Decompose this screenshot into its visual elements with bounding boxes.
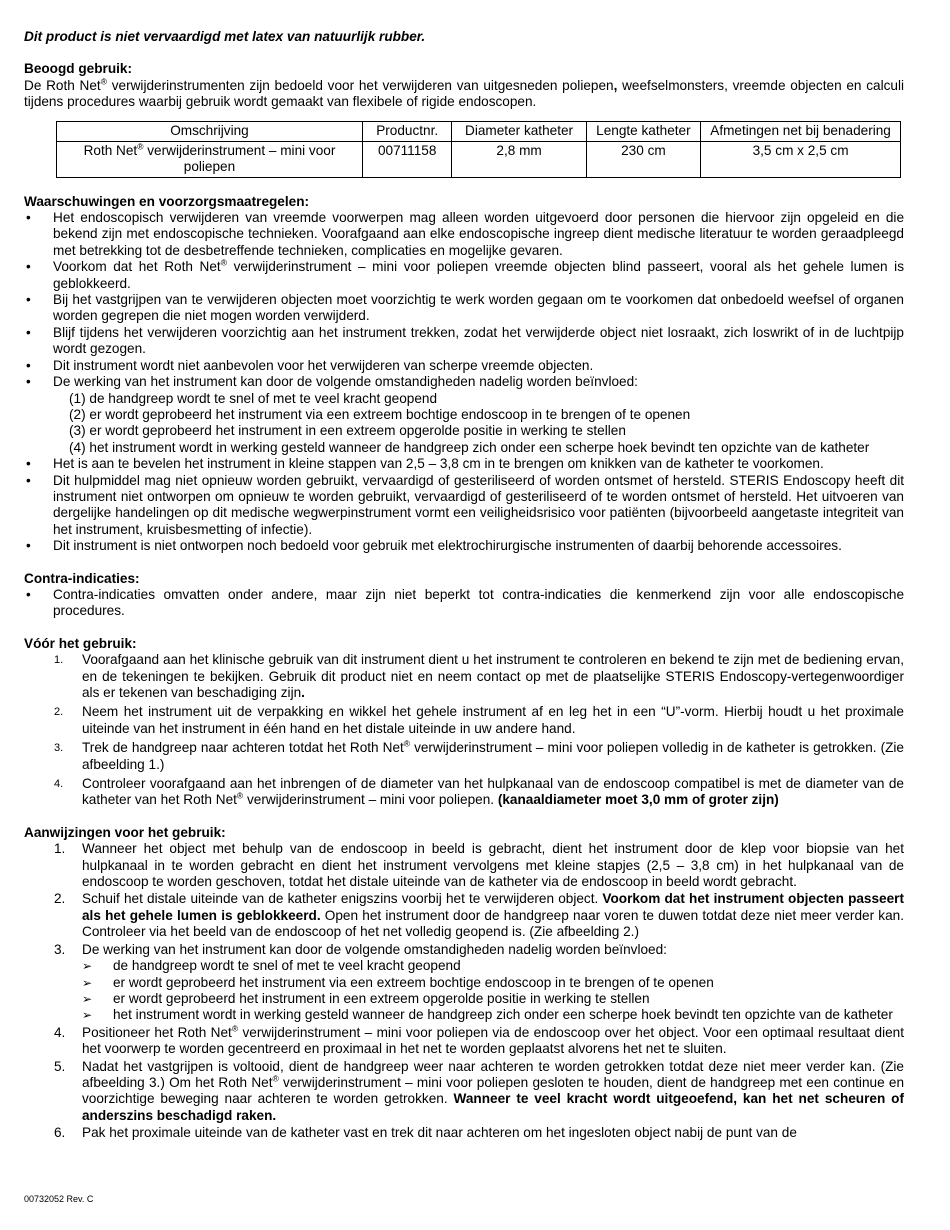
item-number: 6. — [54, 1125, 66, 1141]
registered-mark: ® — [403, 738, 411, 749]
before-use-text: Neem het instrument uit de verpakking en wikkel het gehele instrument af en leg het in een “U”-vorm. Hierbij houdt u het proximale uiteinde van het instrument in één hand en het distale uiteinde in uw andere hand. — [82, 704, 904, 736]
list-item: • Het endoscopisch verwijderen van vreemde voorwerpen mag alleen worden uitgevoerd door personen die hiervoor zijn opgeleid en die bekend zijn met endoscopische technieken. Voorafgaand aan elke endoscopische ingreep dient medische literatuur te worden geraadpleegd met betrekking tot de desbetreffende technieken, complicaties en mogelijke gevaren. — [24, 210, 904, 259]
intended-use-text — [24, 78, 904, 111]
warnings-list — [24, 210, 904, 555]
item-number: 4. — [54, 1024, 66, 1040]
directions-text: Nadat het vastgrijpen is voltooid, dient de handgreep weer naar achteren te worden getrokken totdat deze niet meer verder kan. (Zie afbeelding 3.) Om het Roth Net — [82, 1058, 904, 1090]
intended-use-heading: Beoogd gebruik: — [24, 61, 132, 77]
directions-heading: Aanwijzingen voor het gebruik: — [24, 824, 226, 840]
list-item — [24, 891, 904, 940]
product-spec-table — [56, 121, 901, 178]
list-item — [24, 942, 904, 1024]
list-item: ➢ er wordt geprobeerd het instrument via een extreem bochtige endoscoop in te brengen of te openen — [82, 975, 904, 991]
before-use-list — [24, 652, 904, 809]
list-item — [24, 652, 904, 701]
list-item — [24, 841, 904, 890]
directions-section — [24, 825, 904, 1142]
contra-list — [24, 587, 904, 620]
contra-heading: Contra-indicaties: — [24, 570, 140, 586]
before-use-text: verwijderinstrument – mini voor poliepen volledig in de katheter is getrokken. (Zie afbeelding 1.) — [82, 740, 904, 772]
table-header-cell: Afmetingen net bij benadering — [701, 121, 901, 141]
document-number: 00732052 Rev. C — [24, 1194, 94, 1204]
directions-text: Open het instrument door de handgreep naar voren te duwen totdat deze niet meer verder kan. Controleer via het beeld van de endoscoop of het net volledig geopend is. (Zie afbeelding 2.) — [82, 907, 904, 940]
warning-text-b: verwijderinstrument – mini voor poliepen vreemde objecten blind passeert, vooral als het gehele lumen is geblokkeerd. — [53, 259, 904, 291]
product-name: Roth Net — [83, 142, 138, 158]
list-item — [24, 374, 904, 456]
before-use-text: Trek de handgreep naar achteren totdat het Roth Net — [82, 740, 404, 756]
item-number: 5. — [54, 1058, 66, 1074]
latex-notice: Dit product is niet vervaardigd met latex van natuurlijk rubber. — [24, 29, 426, 44]
list-item: ➢ er wordt geprobeerd het instrument in een extreem opgerolde positie in werking te stellen — [82, 991, 904, 1007]
registered-mark: ® — [220, 257, 227, 268]
list-item: (1) de handgreep wordt te snel of met te veel kracht geopend — [69, 390, 438, 406]
item-number: 1. — [54, 841, 66, 857]
warnings-heading: Waarschuwingen en voorzorgsmaatregelen: — [24, 193, 310, 209]
table-header-cell: Lengte katheter — [586, 121, 700, 141]
directions-list — [24, 841, 904, 1141]
item-number: 3. — [54, 941, 66, 957]
list-item: • Het is aan te bevelen het instrument in kleine stappen van 2,5 – 3,8 cm in te brengen om knikken van de katheter te voorkomen. — [24, 456, 904, 472]
intended-use-text-b: verwijderinstrumenten zijn bedoeld voor het verwijderen van uitgesneden poliepen — [106, 77, 614, 93]
table-row — [57, 141, 901, 177]
directions-text: Wanneer het object met behulp van de endoscoop in beeld is gebracht, dient het instrument door de klep voor biopsie van het hulpkanaal in te worden gebracht en dient het instrument vervolgens met kleine stapjes (2,5 – 3,8 cm) in het hulpkanaal van de endoscoop te worden geschoven, totdat het distale uiteinde van de katheter via de endoscoop in beeld wordt gebracht. — [82, 841, 904, 890]
list-item: • Dit instrument is niet ontworpen noch bedoeld voor gebruik met elektrochirurgische instrumenten of daarbij behorende accessoires. — [24, 538, 904, 554]
table-header-cell: Omschrijving — [57, 121, 363, 141]
registered-mark: ® — [231, 1023, 239, 1034]
item-number: 2. — [54, 706, 64, 719]
registered-mark: ® — [272, 1073, 279, 1084]
list-item — [24, 776, 904, 809]
list-item: • Dit instrument wordt niet aanbevolen voor het verwijderen van scherpe vreemde objecten. — [24, 358, 904, 374]
before-use-text: Controleer voorafgaand aan het inbrengen of de diameter van het hulpkanaal van de endoscoop compatibel is met de diameter van de katheter van het Roth Net — [82, 776, 904, 808]
list-item: (2) er wordt geprobeerd het instrument via een extreem bochtige endoscoop in te brengen of te openen — [69, 406, 691, 422]
table-header-row — [57, 121, 901, 141]
list-item: • Dit hulpmiddel mag niet opnieuw worden gebruikt, vervaardigd of gesteriliseerd of worden ontsmet of hersteld. STERIS Endoscopy heeft dit instrument niet ontworpen om opnieuw te worden gebruikt, vervaardigd of gesteriliseerd of te worden ontsmet of hersteld. Het uitvoeren van dergelijke handelingen op dit medische wegwerpinstrument vormt een veiligheidsrisico voor patiënten (bijvoorbeeld aangetaste integriteit van het instrument, kruisbesmetting of infectie). — [24, 473, 904, 539]
directions-text: Pak het proximale uiteinde van de katheter vast en trek dit naar achteren om het ingesloten object nabij de punt van de — [82, 1125, 797, 1141]
item-number: 1. — [54, 654, 64, 667]
intended-use-text-c: weefselmonsters, vreemde objecten en calculi tijdens procedures waarbij gebruik wordt gemaakt van flexibele of rigide endoscopen. — [24, 77, 904, 110]
before-use-bold: (kanaaldiameter moet 3,0 mm of groter zijn) — [497, 792, 779, 808]
list-item — [24, 1025, 904, 1058]
directions-conditions — [82, 958, 904, 1024]
table-header-cell: Productnr. — [362, 121, 451, 141]
item-number: 2. — [54, 891, 66, 907]
directions-text: verwijderinstrument – mini voor poliepen via de endoscoop over het object. Voor een optimaal resultaat dient het voorwerp te worden gecentreerd en proximaal in het net te worden geplaatst alvorens het net te sluiten. — [82, 1024, 905, 1057]
list-item — [24, 704, 904, 737]
list-item: ➢ de handgreep wordt te snel of met te veel kracht geopend — [82, 958, 904, 974]
directions-text: Schuif het distale uiteinde van de katheter enigszins voorbij het te verwijderen object. — [82, 891, 603, 907]
directions-bold: Wanneer te veel kracht wordt uitgeoefend, kan het net scheuren of anderszins beschadigd raken. — [82, 1091, 904, 1123]
before-use-section — [24, 636, 904, 809]
catheter-length-cell: 230 cm — [586, 141, 700, 177]
directions-text: De werking van het instrument kan door de volgende omstandigheden nadelig worden beïnvloed: — [82, 941, 667, 957]
warning-conditions-intro: De werking van het instrument kan door de volgende omstandigheden nadelig worden beïnvloed: — [53, 374, 638, 390]
directions-text: Positioneer het Roth Net — [82, 1024, 232, 1040]
contra-section — [24, 571, 904, 620]
list-item — [24, 1059, 904, 1125]
document-page — [24, 29, 904, 1143]
list-item: (3) er wordt geprobeerd het instrument in een extreem opgerolde positie in werking te stellen — [69, 423, 626, 439]
net-size-cell: 3,5 cm x 2,5 cm — [701, 141, 901, 177]
list-item: • Bij het vastgrijpen van te verwijderen objecten moet voorzichtig te werk worden gegaan om te voorkomen dat onbedoeld weefsel of organen worden gegrepen die niet mogen worden verwijderd. — [24, 292, 904, 325]
list-item: • Contra-indicaties omvatten onder andere, maar zijn niet beperkt tot contra-indicaties die kenmerkend zijn voor alle endoscopische procedures. — [24, 587, 904, 620]
before-use-text: Voorafgaand aan het klinische gebruik van dit instrument dient u het instrument te controleren en bekend te zijn met de bediening ervan, en de tekeningen te bekijken. Gebruik dit product niet en neem contact op met de plaatselijke STERIS Endoscopy-vertegenwoordiger als er tekenen van beschadiging zijn — [82, 652, 904, 700]
catheter-diameter-cell: 2,8 mm — [452, 141, 586, 177]
list-item — [24, 740, 904, 773]
registered-mark: ® — [137, 141, 144, 152]
before-use-heading: Vóór het gebruik: — [24, 635, 137, 651]
list-item — [24, 259, 904, 292]
before-use-bold: . — [301, 685, 305, 700]
warnings-section — [24, 194, 904, 555]
list-item: ➢ het instrument wordt in werking gesteld wanneer de handgreep zich onder een scherpe hoek bevindt ten opzichte van de katheter — [82, 1007, 904, 1023]
warning-conditions — [53, 391, 904, 457]
registered-mark: ® — [100, 76, 107, 87]
product-name-rest: verwijderinstrument – mini voor poliepen — [143, 142, 336, 174]
product-description-cell — [57, 141, 363, 177]
warning-text-a: Voorkom dat het Roth Net — [53, 259, 221, 275]
directions-bold: Voorkom dat het instrument objecten passeert als het gehele lumen is geblokkeerd. — [82, 891, 904, 923]
list-item: (4) het instrument wordt in werking gesteld wanneer de handgreep zich onder een scherpe hoek bevindt ten opzichte van de katheter — [69, 439, 870, 455]
list-item — [24, 1125, 904, 1141]
intended-use-section — [24, 61, 904, 110]
item-number: 4. — [54, 778, 64, 791]
intended-use-comma: , — [613, 77, 618, 93]
intended-use-text-a: De Roth Net — [24, 77, 101, 93]
before-use-text: verwijderinstrument – mini voor poliepen. — [243, 792, 498, 808]
registered-mark: ® — [236, 790, 244, 801]
table-header-cell: Diameter katheter — [452, 121, 586, 141]
list-item: • Blijf tijdens het verwijderen voorzichtig aan het instrument trekken, zodat het verwijderde object niet losraakt, zich loswrikt of in de luchtpijp wordt gezogen. — [24, 325, 904, 358]
item-number: 3. — [54, 742, 64, 755]
product-number-cell: 00711158 — [362, 141, 451, 177]
directions-text: verwijderinstrument – mini voor poliepen gesloten te houden, dient de handgreep met een continue en voorzichtige beweging naar achteren te worden getrokken. — [82, 1074, 904, 1107]
